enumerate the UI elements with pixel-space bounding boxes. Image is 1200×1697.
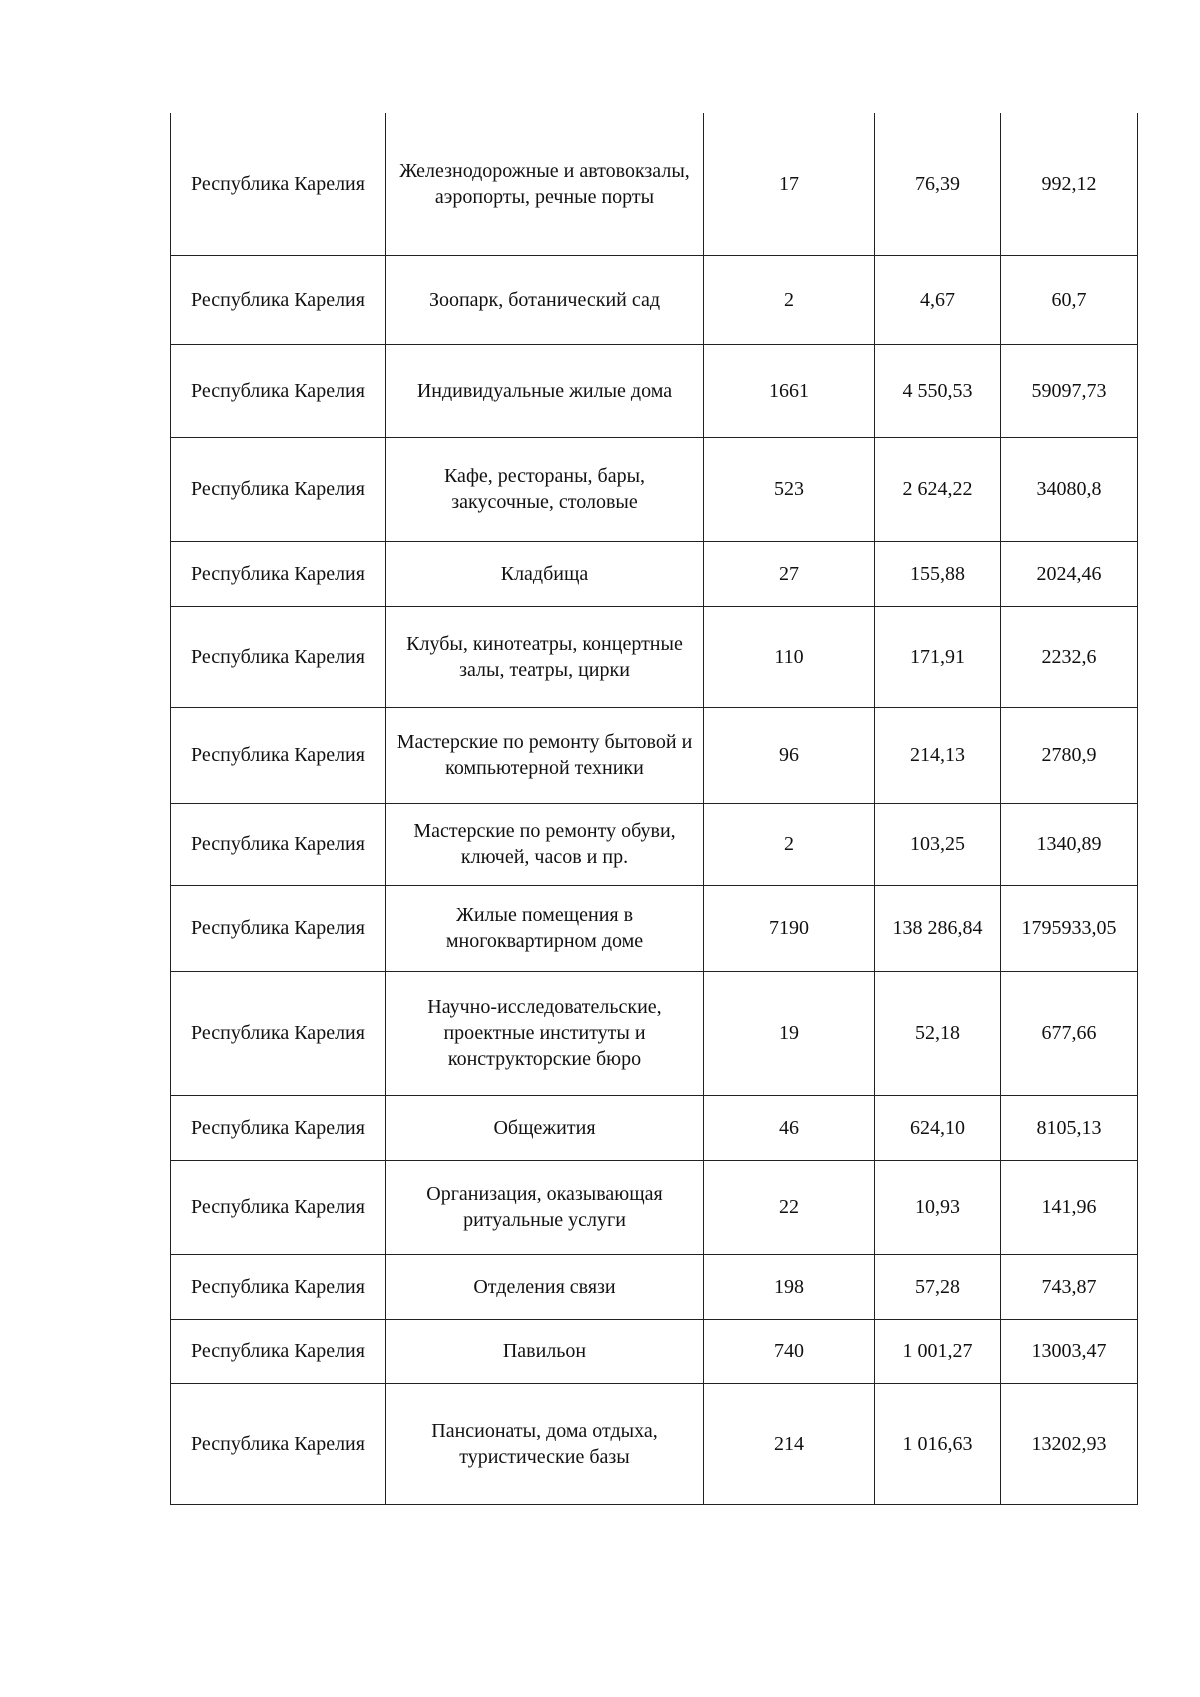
region-cell: Республика Карелия	[171, 1383, 386, 1504]
category-cell: Индивидуальные жилые дома	[386, 344, 704, 437]
count-cell: 22	[704, 1160, 875, 1254]
category-cell: Клубы, кинотеатры, концертные залы, театры, цирки	[386, 606, 704, 707]
value-cell: 677,66	[1001, 971, 1138, 1095]
area-cell: 4,67	[875, 255, 1001, 344]
table-body	[171, 113, 1138, 1504]
category-cell: Зоопарк, ботанический сад	[386, 255, 704, 344]
count-cell: 27	[704, 541, 875, 606]
count-cell: 1661	[704, 344, 875, 437]
table-row	[171, 437, 1138, 541]
value-cell: 2780,9	[1001, 707, 1138, 803]
count-cell: 740	[704, 1319, 875, 1383]
category-cell: Кладбища	[386, 541, 704, 606]
category-cell: Отделения связи	[386, 1254, 704, 1319]
value-cell: 13202,93	[1001, 1383, 1138, 1504]
area-cell: 4 550,53	[875, 344, 1001, 437]
table-row	[171, 1383, 1138, 1504]
value-cell: 59097,73	[1001, 344, 1138, 437]
area-cell: 10,93	[875, 1160, 1001, 1254]
area-cell: 52,18	[875, 971, 1001, 1095]
table-row	[171, 541, 1138, 606]
category-cell: Мастерские по ремонту обуви, ключей, часов и пр.	[386, 803, 704, 885]
value-cell: 1340,89	[1001, 803, 1138, 885]
area-cell: 103,25	[875, 803, 1001, 885]
category-cell: Научно-исследовательские, проектные институты и конструкторские бюро	[386, 971, 704, 1095]
count-cell: 523	[704, 437, 875, 541]
region-cell: Республика Карелия	[171, 1319, 386, 1383]
area-cell: 76,39	[875, 113, 1001, 255]
table-row	[171, 113, 1138, 255]
value-cell: 1795933,05	[1001, 885, 1138, 971]
count-cell: 198	[704, 1254, 875, 1319]
table-row	[171, 803, 1138, 885]
area-cell: 1 001,27	[875, 1319, 1001, 1383]
count-cell: 2	[704, 255, 875, 344]
count-cell: 214	[704, 1383, 875, 1504]
region-cell: Республика Карелия	[171, 803, 386, 885]
table-row	[171, 344, 1138, 437]
area-cell: 1 016,63	[875, 1383, 1001, 1504]
count-cell: 17	[704, 113, 875, 255]
table-row	[171, 707, 1138, 803]
table-row	[171, 971, 1138, 1095]
category-cell: Общежития	[386, 1095, 704, 1160]
category-cell: Железнодорожные и автовокзалы, аэропорты, речные порты	[386, 113, 704, 255]
table-row	[171, 1319, 1138, 1383]
region-cell: Республика Карелия	[171, 255, 386, 344]
table-row	[171, 1254, 1138, 1319]
category-cell: Жилые помещения в многоквартирном доме	[386, 885, 704, 971]
value-cell: 60,7	[1001, 255, 1138, 344]
table-row	[171, 606, 1138, 707]
region-cell: Республика Карелия	[171, 541, 386, 606]
category-cell: Павильон	[386, 1319, 704, 1383]
value-cell: 2024,46	[1001, 541, 1138, 606]
value-cell: 34080,8	[1001, 437, 1138, 541]
count-cell: 96	[704, 707, 875, 803]
value-cell: 13003,47	[1001, 1319, 1138, 1383]
category-cell: Мастерские по ремонту бытовой и компьютерной техники	[386, 707, 704, 803]
area-cell: 57,28	[875, 1254, 1001, 1319]
table-row	[171, 1160, 1138, 1254]
area-cell: 2 624,22	[875, 437, 1001, 541]
area-cell: 214,13	[875, 707, 1001, 803]
count-cell: 110	[704, 606, 875, 707]
region-cell: Республика Карелия	[171, 344, 386, 437]
value-cell: 8105,13	[1001, 1095, 1138, 1160]
count-cell: 46	[704, 1095, 875, 1160]
count-cell: 7190	[704, 885, 875, 971]
waste-accumulation-table	[170, 113, 1138, 1505]
region-cell: Республика Карелия	[171, 1095, 386, 1160]
category-cell: Пансионаты, дома отдыха, туристические базы	[386, 1383, 704, 1504]
area-cell: 155,88	[875, 541, 1001, 606]
region-cell: Республика Карелия	[171, 971, 386, 1095]
value-cell: 743,87	[1001, 1254, 1138, 1319]
region-cell: Республика Карелия	[171, 707, 386, 803]
count-cell: 19	[704, 971, 875, 1095]
count-cell: 2	[704, 803, 875, 885]
value-cell: 141,96	[1001, 1160, 1138, 1254]
region-cell: Республика Карелия	[171, 885, 386, 971]
table-row	[171, 255, 1138, 344]
region-cell: Республика Карелия	[171, 1160, 386, 1254]
table-row	[171, 1095, 1138, 1160]
category-cell: Кафе, рестораны, бары, закусочные, столовые	[386, 437, 704, 541]
area-cell: 171,91	[875, 606, 1001, 707]
region-cell: Республика Карелия	[171, 1254, 386, 1319]
region-cell: Республика Карелия	[171, 437, 386, 541]
region-cell: Республика Карелия	[171, 606, 386, 707]
value-cell: 992,12	[1001, 113, 1138, 255]
area-cell: 138 286,84	[875, 885, 1001, 971]
value-cell: 2232,6	[1001, 606, 1138, 707]
category-cell: Организация, оказывающая ритуальные услуги	[386, 1160, 704, 1254]
table-row	[171, 885, 1138, 971]
region-cell: Республика Карелия	[171, 113, 386, 255]
area-cell: 624,10	[875, 1095, 1001, 1160]
